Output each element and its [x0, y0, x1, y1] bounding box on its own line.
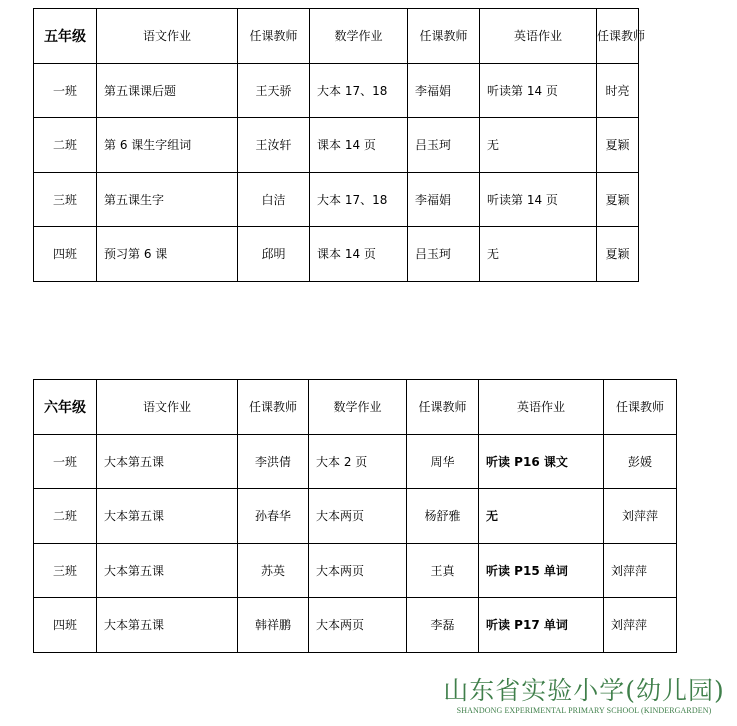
chinese-homework: 大本第五课	[97, 598, 238, 653]
grade-label: 六年级	[34, 380, 97, 435]
english-homework: 无	[479, 489, 604, 544]
column-header-chinese: 语文作业	[97, 9, 238, 64]
english-homework: 听读 P15 单词	[479, 543, 604, 598]
english-teacher: 刘萍萍	[604, 543, 677, 598]
grade5-homework-table	[33, 8, 646, 282]
table-header-row	[34, 9, 639, 64]
math-homework: 大本 17、18	[310, 172, 408, 227]
table-row	[34, 63, 639, 118]
math-homework: 大本 17、18	[310, 63, 408, 118]
math-teacher: 李福娟	[408, 172, 480, 227]
english-homework: 听读 P16 课文	[479, 434, 604, 489]
class-name: 三班	[34, 543, 97, 598]
class-name: 一班	[34, 434, 97, 489]
english-teacher: 时亮	[597, 63, 639, 118]
column-header-teacher: 任课教师	[238, 380, 309, 435]
math-teacher: 王真	[407, 543, 479, 598]
english-teacher: 夏颖	[597, 118, 639, 173]
chinese-teacher: 孙春华	[238, 489, 309, 544]
column-header-teacher: 任课教师	[604, 380, 677, 435]
class-name: 四班	[34, 227, 97, 282]
class-name: 一班	[34, 63, 97, 118]
class-name: 三班	[34, 172, 97, 227]
english-homework: 听读第 14 页	[480, 63, 597, 118]
math-homework: 大本两页	[309, 543, 407, 598]
column-header-teacher: 任课教师	[238, 9, 310, 64]
chinese-homework: 第五课生字	[97, 172, 238, 227]
chinese-teacher: 苏英	[238, 543, 309, 598]
column-header-english: 英语作业	[480, 9, 597, 64]
chinese-teacher: 白洁	[238, 172, 310, 227]
table-row	[34, 489, 677, 544]
chinese-teacher: 邱明	[238, 227, 310, 282]
math-teacher: 吕玉珂	[408, 118, 480, 173]
school-name-chinese: 山东省实验小学(幼儿园)	[443, 676, 725, 705]
math-teacher: 杨舒雅	[407, 489, 479, 544]
column-header-math: 数学作业	[309, 380, 407, 435]
math-homework: 课本 14 页	[310, 118, 408, 173]
english-homework: 无	[480, 227, 597, 282]
column-header-chinese: 语文作业	[97, 380, 238, 435]
math-teacher: 李福娟	[408, 63, 480, 118]
math-teacher: 吕玉珂	[408, 227, 480, 282]
column-header-english: 英语作业	[479, 380, 604, 435]
class-name: 四班	[34, 598, 97, 653]
math-homework: 大本两页	[309, 598, 407, 653]
table-row	[34, 118, 639, 173]
table-header-row	[34, 380, 677, 435]
column-header-teacher: 任课教师	[408, 9, 480, 64]
math-teacher: 周华	[407, 434, 479, 489]
english-teacher: 刘萍萍	[604, 598, 677, 653]
chinese-homework: 大本第五课	[97, 489, 238, 544]
table-row	[34, 227, 639, 282]
column-header-teacher: 任课教师	[597, 9, 639, 64]
chinese-teacher: 韩祥鹏	[238, 598, 309, 653]
school-watermark	[438, 676, 730, 716]
chinese-homework: 大本第五课	[97, 434, 238, 489]
table-row	[34, 434, 677, 489]
table-row	[34, 543, 677, 598]
table-row	[34, 172, 639, 227]
chinese-homework: 大本第五课	[97, 543, 238, 598]
math-teacher: 李磊	[407, 598, 479, 653]
grade6-homework-table	[33, 379, 677, 653]
chinese-homework: 第 6 课生字组词	[97, 118, 238, 173]
column-header-teacher: 任课教师	[407, 380, 479, 435]
english-teacher: 夏颖	[597, 172, 639, 227]
chinese-teacher: 王天骄	[238, 63, 310, 118]
english-homework: 听读 P17 单词	[479, 598, 604, 653]
english-homework: 无	[480, 118, 597, 173]
chinese-homework: 第五课课后题	[97, 63, 238, 118]
school-name-english: SHANDONG EXPERIMENTAL PRIMARY SCHOOL (KINDERGARDEN)	[456, 706, 712, 715]
class-name: 二班	[34, 118, 97, 173]
chinese-teacher: 王汝轩	[238, 118, 310, 173]
english-teacher: 彭媛	[604, 434, 677, 489]
column-header-math: 数学作业	[310, 9, 408, 64]
math-homework: 大本 2 页	[309, 434, 407, 489]
chinese-homework: 预习第 6 课	[97, 227, 238, 282]
chinese-teacher: 李洪倩	[238, 434, 309, 489]
math-homework: 大本两页	[309, 489, 407, 544]
english-teacher: 刘萍萍	[604, 489, 677, 544]
english-homework: 听读第 14 页	[480, 172, 597, 227]
math-homework: 课本 14 页	[310, 227, 408, 282]
class-name: 二班	[34, 489, 97, 544]
table-row	[34, 598, 677, 653]
english-teacher: 夏颖	[597, 227, 639, 282]
grade-label: 五年级	[34, 9, 97, 64]
